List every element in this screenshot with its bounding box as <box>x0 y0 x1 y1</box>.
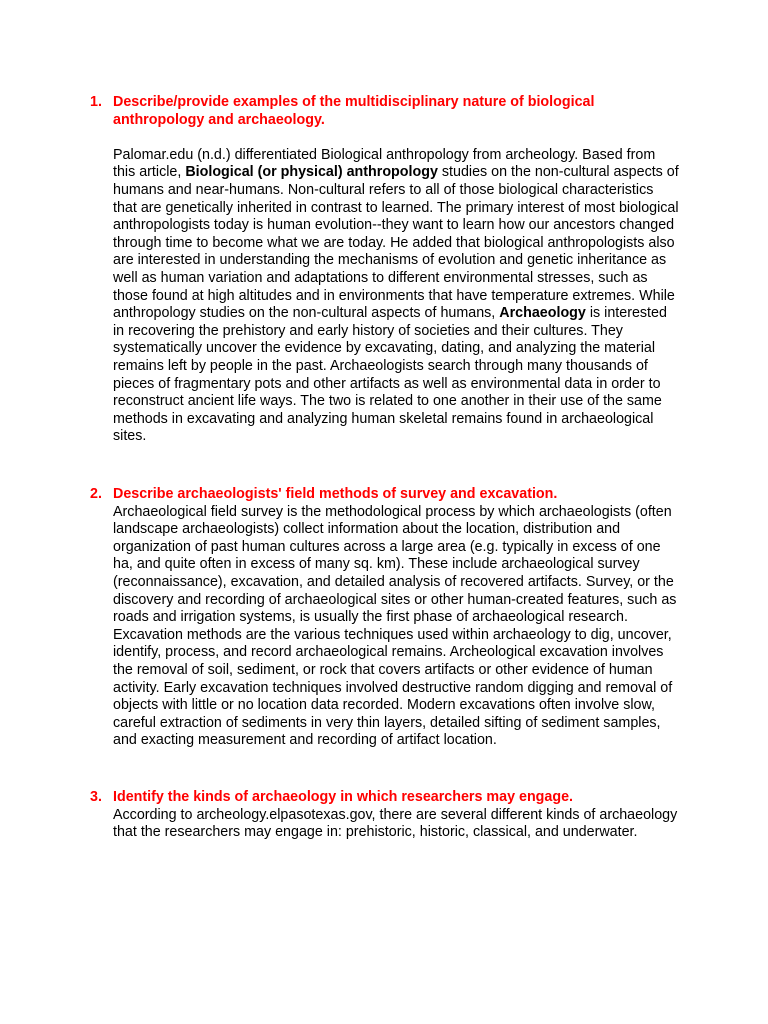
question-heading: Describe archaeologists' field methods of survey and excavation. <box>113 486 558 502</box>
question-number: 3. <box>90 789 102 805</box>
question-3 <box>90 789 680 842</box>
question-number: 2. <box>90 486 102 502</box>
answer-text: Palomar.edu (n.d.) differentiated Biological anthropology from archeology. Based from this article, <box>113 146 656 181</box>
answer-text: studies on the non-cultural aspects of humans and near-humans. Non-cultural refers to all of those biological characteristics that are genetically inherited in contrast to learned. The primary interest of most biological anthropologists today is human evolution--they want to learn how our ancestors changed through time to become what we are today. He added that biological anthropologists also are interested in understanding the mechanisms of evolution and genetic inheritance as well as human variation and adaptations to different environmental stresses, such as those found at high altitudes and in environments that have temperature extremes. While anthropology studies on the non-cultural aspects of humans, <box>113 164 679 322</box>
question-heading: Identify the kinds of archaeology in which researchers may engage. <box>113 789 574 805</box>
spacer <box>90 129 680 147</box>
answer-paragraph: According to archeology.elpasotexas.gov, there are several different kinds of archaeology that the researchers may engage in: prehistoric, historic, classical, and underwater. <box>113 806 678 841</box>
answer-paragraph <box>113 147 680 446</box>
bold-term: Archaeology <box>499 305 586 322</box>
answer-paragraph: Archaeological field survey is the methodological process by which archaeologists (often landscape archaeologists) collect information about the location, distribution and organization of past human cultures across a large area (e.g. typically in excess of one ha, and quite often in excess of many sq. km). These include archaeological survey (reconnaissance), excavation, and detailed analysis of recovered artifacts. Survey, or the discovery and recording of archaeological sites or other human-created features, such as roads and irrigation systems, is usually the first phase of archaeological research. Excavation methods are the various techniques used within archaeology to dig, uncover, identify, process, and record archaeological remains. Archeological excavation involves the removal of soil, sediment, or rock that covers artifacts or other evidence of human activity. Early excavation techniques involved destructive random digging and removal of objects with little or no location data recorded. Modern excavations often involve slow, careful extraction of sediments in very thin layers, detailed sifting of sediment samples, and exacting measurement and recording of artifact location. <box>113 503 677 749</box>
bold-term: Biological (or physical) anthropology <box>185 164 438 181</box>
question-heading: Describe/provide examples of the multidisciplinary nature of biological anthropology and archaeology. <box>113 94 595 128</box>
question-1 <box>90 94 680 446</box>
question-number: 1. <box>90 94 102 110</box>
answer-text: is interested in recovering the prehistory and early history of societies and their cultures. They systematically uncover the evidence by excavating, dating, and analyzing the material remains left by people in the past. Archaeologists search through many thousands of pieces of fragmentary pots and other artifacts as well as environmental data in order to reconstruct ancient life ways. The two is related to one another in their use of the same methods in excavating and analyzing human skeletal remains found in archaeological sites. <box>113 305 667 445</box>
question-2 <box>90 486 680 750</box>
